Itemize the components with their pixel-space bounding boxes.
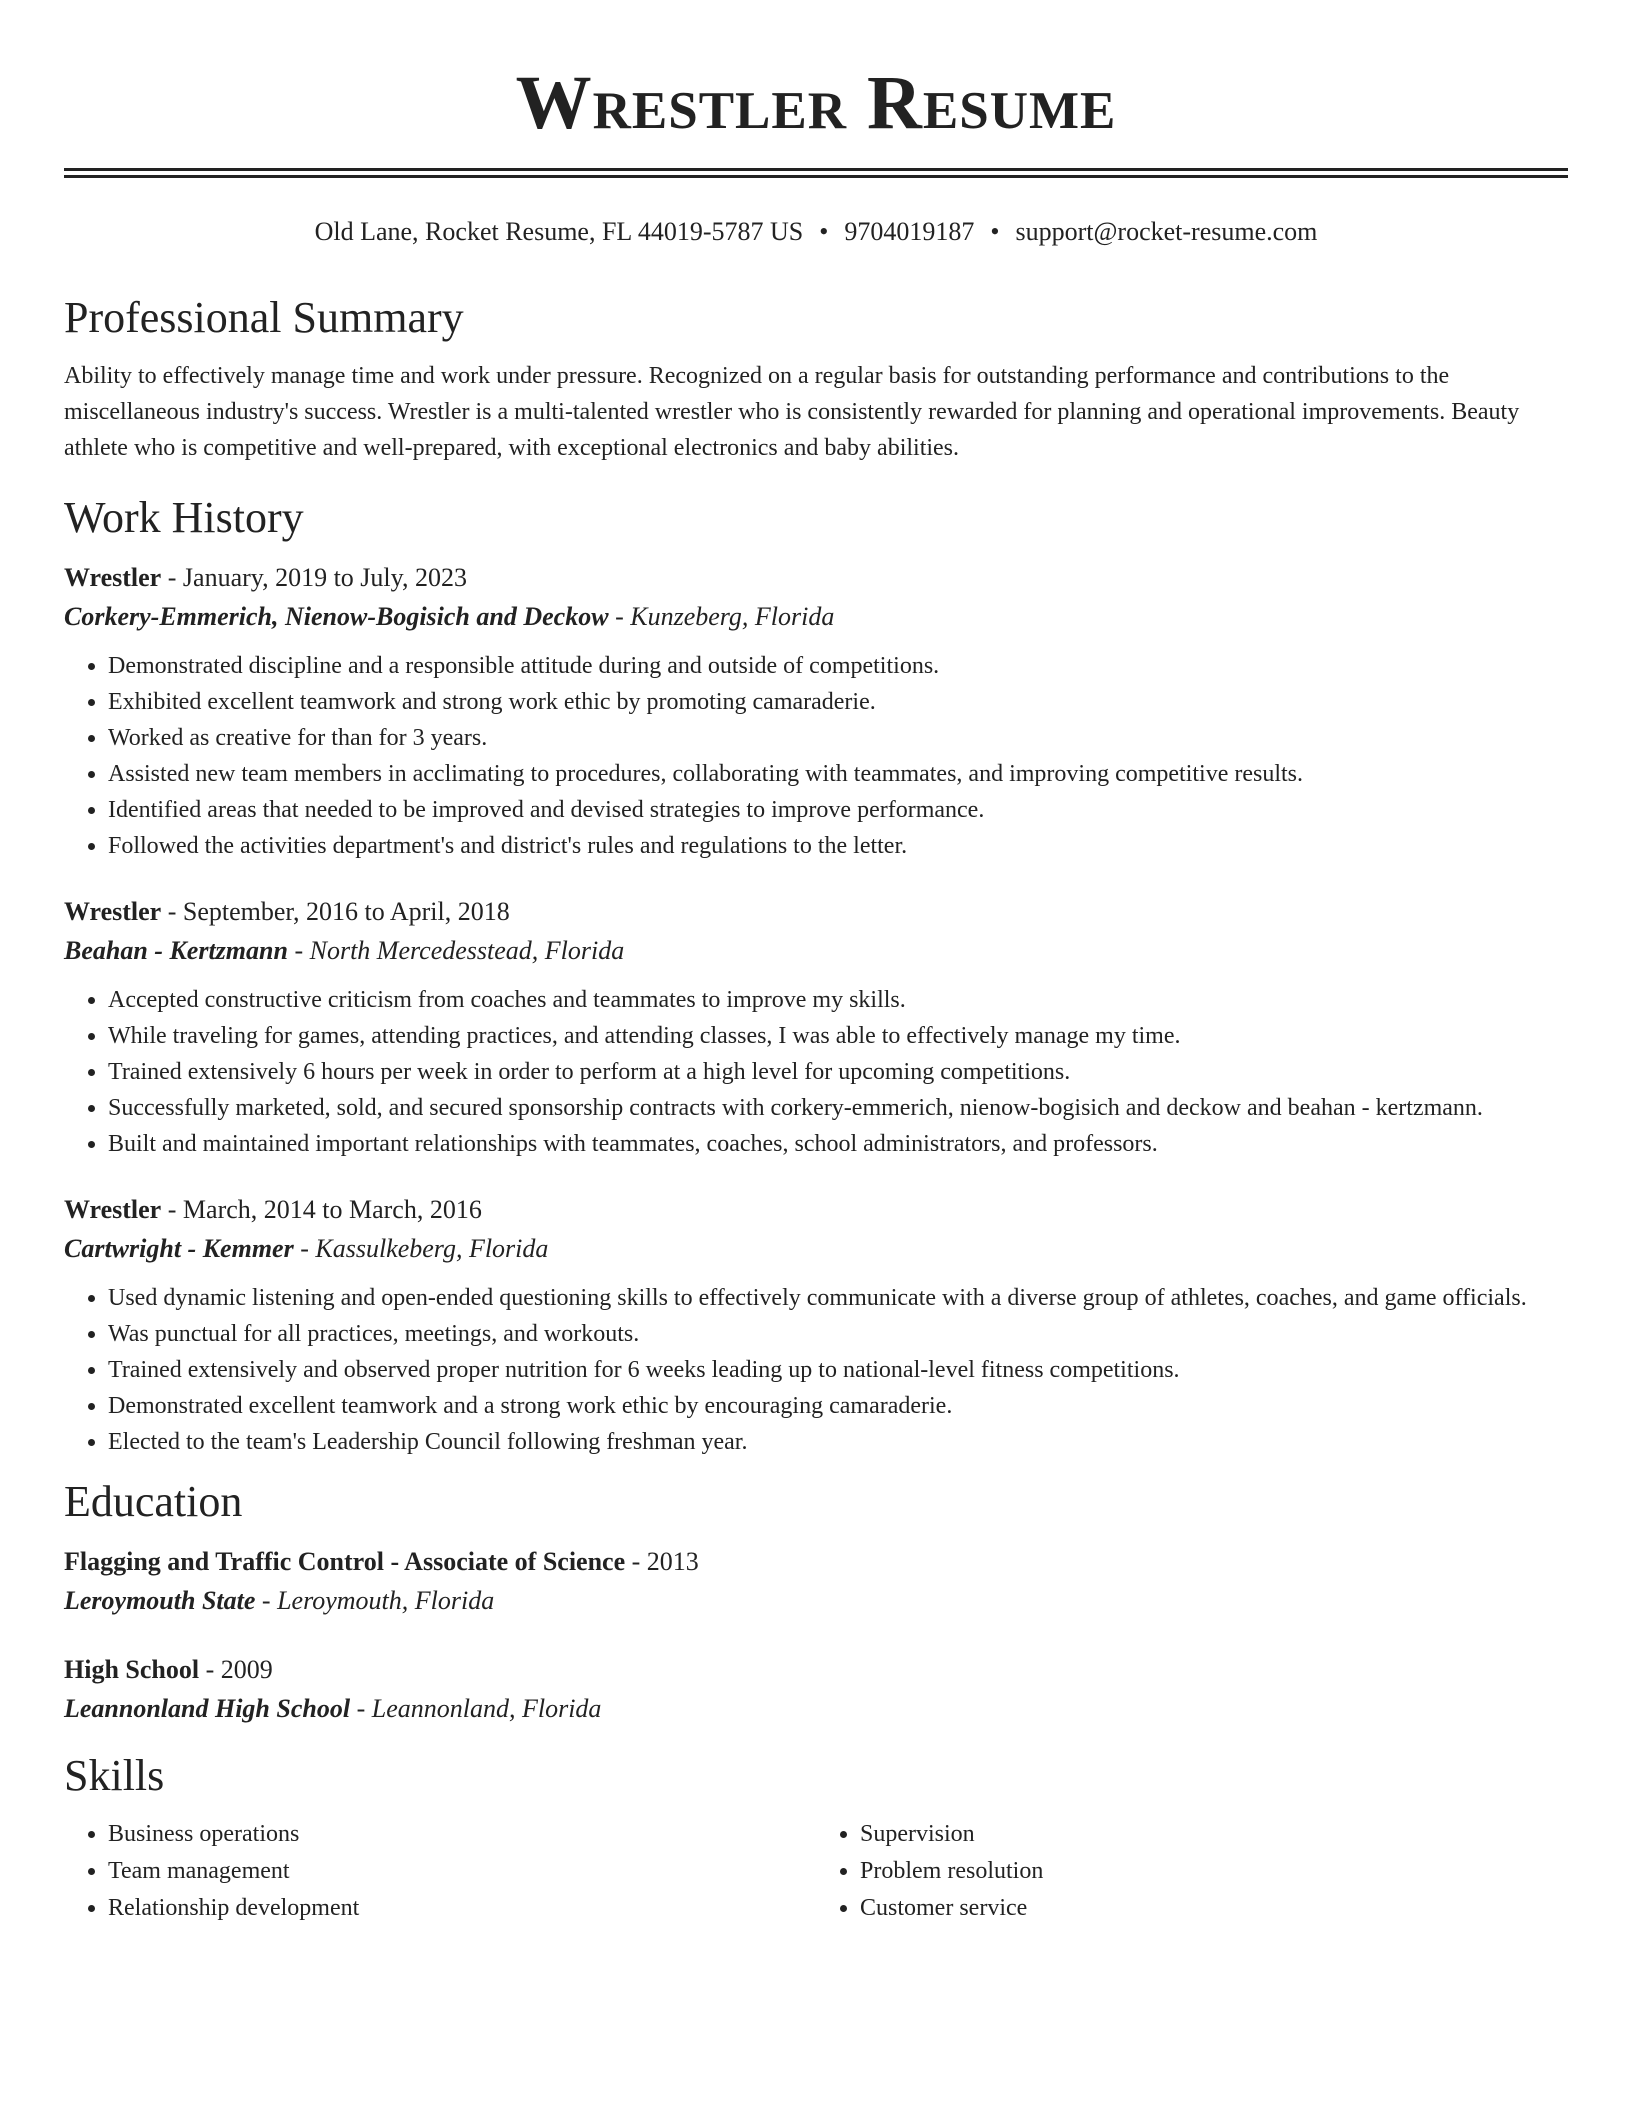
education-entry <box>64 1650 1568 1728</box>
company-name: Cartwright - Kemmer <box>64 1234 294 1263</box>
title-divider-bottom <box>64 175 1568 178</box>
job-bullet: • Identified areas that needed to be improved and devised strategies to improve performance. <box>108 792 1568 828</box>
job-entry <box>64 1190 1568 1460</box>
contact-separator: • <box>819 217 829 246</box>
job-bullet: • Trained extensively 6 hours per week in order to perform at a high level for upcoming competitions. <box>108 1054 1568 1090</box>
work-history-heading: Work History <box>64 493 304 542</box>
dash: - <box>293 1234 316 1263</box>
company-name: Beahan - Kertzmann <box>64 936 288 965</box>
skills-heading: Skills <box>64 1751 165 1800</box>
job-title: Wrestler <box>64 1195 162 1224</box>
contact-line <box>0 216 1632 248</box>
job-bullet: • Exhibited excellent teamwork and strong work ethic by promoting camaraderie. <box>108 684 1568 720</box>
job-title-line <box>64 892 1568 932</box>
company-line <box>64 598 1568 636</box>
dash: - <box>161 563 183 592</box>
job-bullets <box>64 648 1568 864</box>
job-dates: March, 2014 to March, 2016 <box>182 1195 482 1224</box>
job-bullet: • Demonstrated discipline and a responsible attitude during and outside of competitions. <box>108 648 1568 684</box>
skill-item: • Customer service <box>860 1890 1568 1927</box>
job-dates: September, 2016 to April, 2018 <box>182 897 510 926</box>
skills-list-left <box>64 1816 816 1927</box>
degree-line <box>64 1650 1568 1690</box>
education-entry <box>64 1542 1568 1620</box>
job-dates: January, 2019 to July, 2023 <box>182 563 467 592</box>
skills-section <box>64 1748 1568 1927</box>
company-location: Kassulkeberg, Florida <box>315 1234 549 1263</box>
education-heading: Education <box>64 1477 243 1526</box>
school-line <box>64 1690 1568 1728</box>
skills-list-right <box>816 1816 1568 1927</box>
skills-columns <box>64 1816 1568 1927</box>
school-line <box>64 1582 1568 1620</box>
job-bullet: • Was punctual for all practices, meetings, and workouts. <box>108 1316 1568 1352</box>
job-bullet: • Elected to the team's Leadership Council following freshman year. <box>108 1424 1568 1460</box>
dash: - <box>350 1694 372 1723</box>
degree-name: High School <box>64 1655 200 1684</box>
dash: - <box>161 897 183 926</box>
school-name: Leroymouth State <box>64 1586 256 1615</box>
dash: - <box>199 1655 221 1684</box>
company-location: North Mercedesstead, Florida <box>309 936 625 965</box>
skill-item: • Problem resolution <box>860 1853 1568 1890</box>
job-title-line <box>64 558 1568 598</box>
job-bullet: • Accepted constructive criticism from coaches and teammates to improve my skills. <box>108 982 1568 1018</box>
job-entry <box>64 892 1568 1162</box>
job-bullet: • Built and maintained important relationships with teammates, coaches, school administrators, and professors. <box>108 1126 1568 1162</box>
contact-email: support@rocket-resume.com <box>1015 217 1318 246</box>
job-bullet: • Assisted new team members in acclimating to procedures, collaborating with teammates, and improving competitive results. <box>108 756 1568 792</box>
work-history-section <box>64 490 1568 1460</box>
graduation-year: 2009 <box>220 1655 273 1684</box>
job-bullet: • Used dynamic listening and open-ended questioning skills to effectively communicate with a diverse group of athletes, coaches, and game officials. <box>108 1280 1568 1316</box>
job-bullet: • Trained extensively and observed proper nutrition for 6 weeks leading up to national-level fitness competitions. <box>108 1352 1568 1388</box>
education-section <box>64 1474 1568 1728</box>
job-title: Wrestler <box>64 897 162 926</box>
dash: - <box>625 1547 647 1576</box>
dash: - <box>287 936 310 965</box>
dash: - <box>255 1586 278 1615</box>
skill-item: • Business operations <box>108 1816 816 1853</box>
job-bullets <box>64 1280 1568 1460</box>
company-location: Kunzeberg, Florida <box>630 602 835 631</box>
degree-line <box>64 1542 1568 1582</box>
job-bullet: • Demonstrated excellent teamwork and a strong work ethic by encouraging camaraderie. <box>108 1388 1568 1424</box>
summary-section <box>64 290 1568 466</box>
resume-title: Wrestler Resume <box>515 61 1117 145</box>
skill-item: • Relationship development <box>108 1890 816 1927</box>
job-bullet: • Successfully marketed, sold, and secured sponsorship contracts with corkery-emmerich, nienow-bogisich and deckow and beahan - kertzmann. <box>108 1090 1568 1126</box>
school-location: Leannonland, Florida <box>371 1694 602 1723</box>
company-line <box>64 1230 1568 1268</box>
job-entry <box>64 558 1568 864</box>
school-name: Leannonland High School <box>64 1694 351 1723</box>
school-location: Leroymouth, Florida <box>277 1586 495 1615</box>
skill-item: • Supervision <box>860 1816 1568 1853</box>
company-line <box>64 932 1568 970</box>
company-name: Corkery-Emmerich, Nienow-Bogisich and Deckow <box>64 602 609 631</box>
degree-name: Flagging and Traffic Control - Associate of Science <box>64 1547 626 1576</box>
resume-content <box>64 290 1568 1927</box>
skill-item: • Team management <box>108 1853 816 1890</box>
contact-address: Old Lane, Rocket Resume, FL 44019-5787 US <box>314 217 804 246</box>
dash: - <box>608 602 631 631</box>
job-title-line <box>64 1190 1568 1230</box>
job-title: Wrestler <box>64 563 162 592</box>
job-bullet: • While traveling for games, attending practices, and attending classes, I was able to effectively manage my time. <box>108 1018 1568 1054</box>
job-bullet: • Followed the activities department's and district's rules and regulations to the letter. <box>108 828 1568 864</box>
job-bullets <box>64 982 1568 1162</box>
title-divider-top <box>64 168 1568 171</box>
contact-phone: 9704019187 <box>844 217 975 246</box>
job-bullet: • Worked as creative for than for 3 years. <box>108 720 1568 756</box>
summary-text: Ability to effectively manage time and work under pressure. Recognized on a regular basis for outstanding performance and contributions to the miscellaneous industry's success. Wrestler is a multi-talented wrestler who is consistently rewarded for planning and operational improvements. Beauty athlete who is competitive and well-prepared, with exceptional electronics and baby abilities. <box>64 363 1520 461</box>
summary-heading: Professional Summary <box>64 293 464 342</box>
contact-separator: • <box>990 217 1000 246</box>
graduation-year: 2013 <box>646 1547 699 1576</box>
dash: - <box>161 1195 183 1224</box>
